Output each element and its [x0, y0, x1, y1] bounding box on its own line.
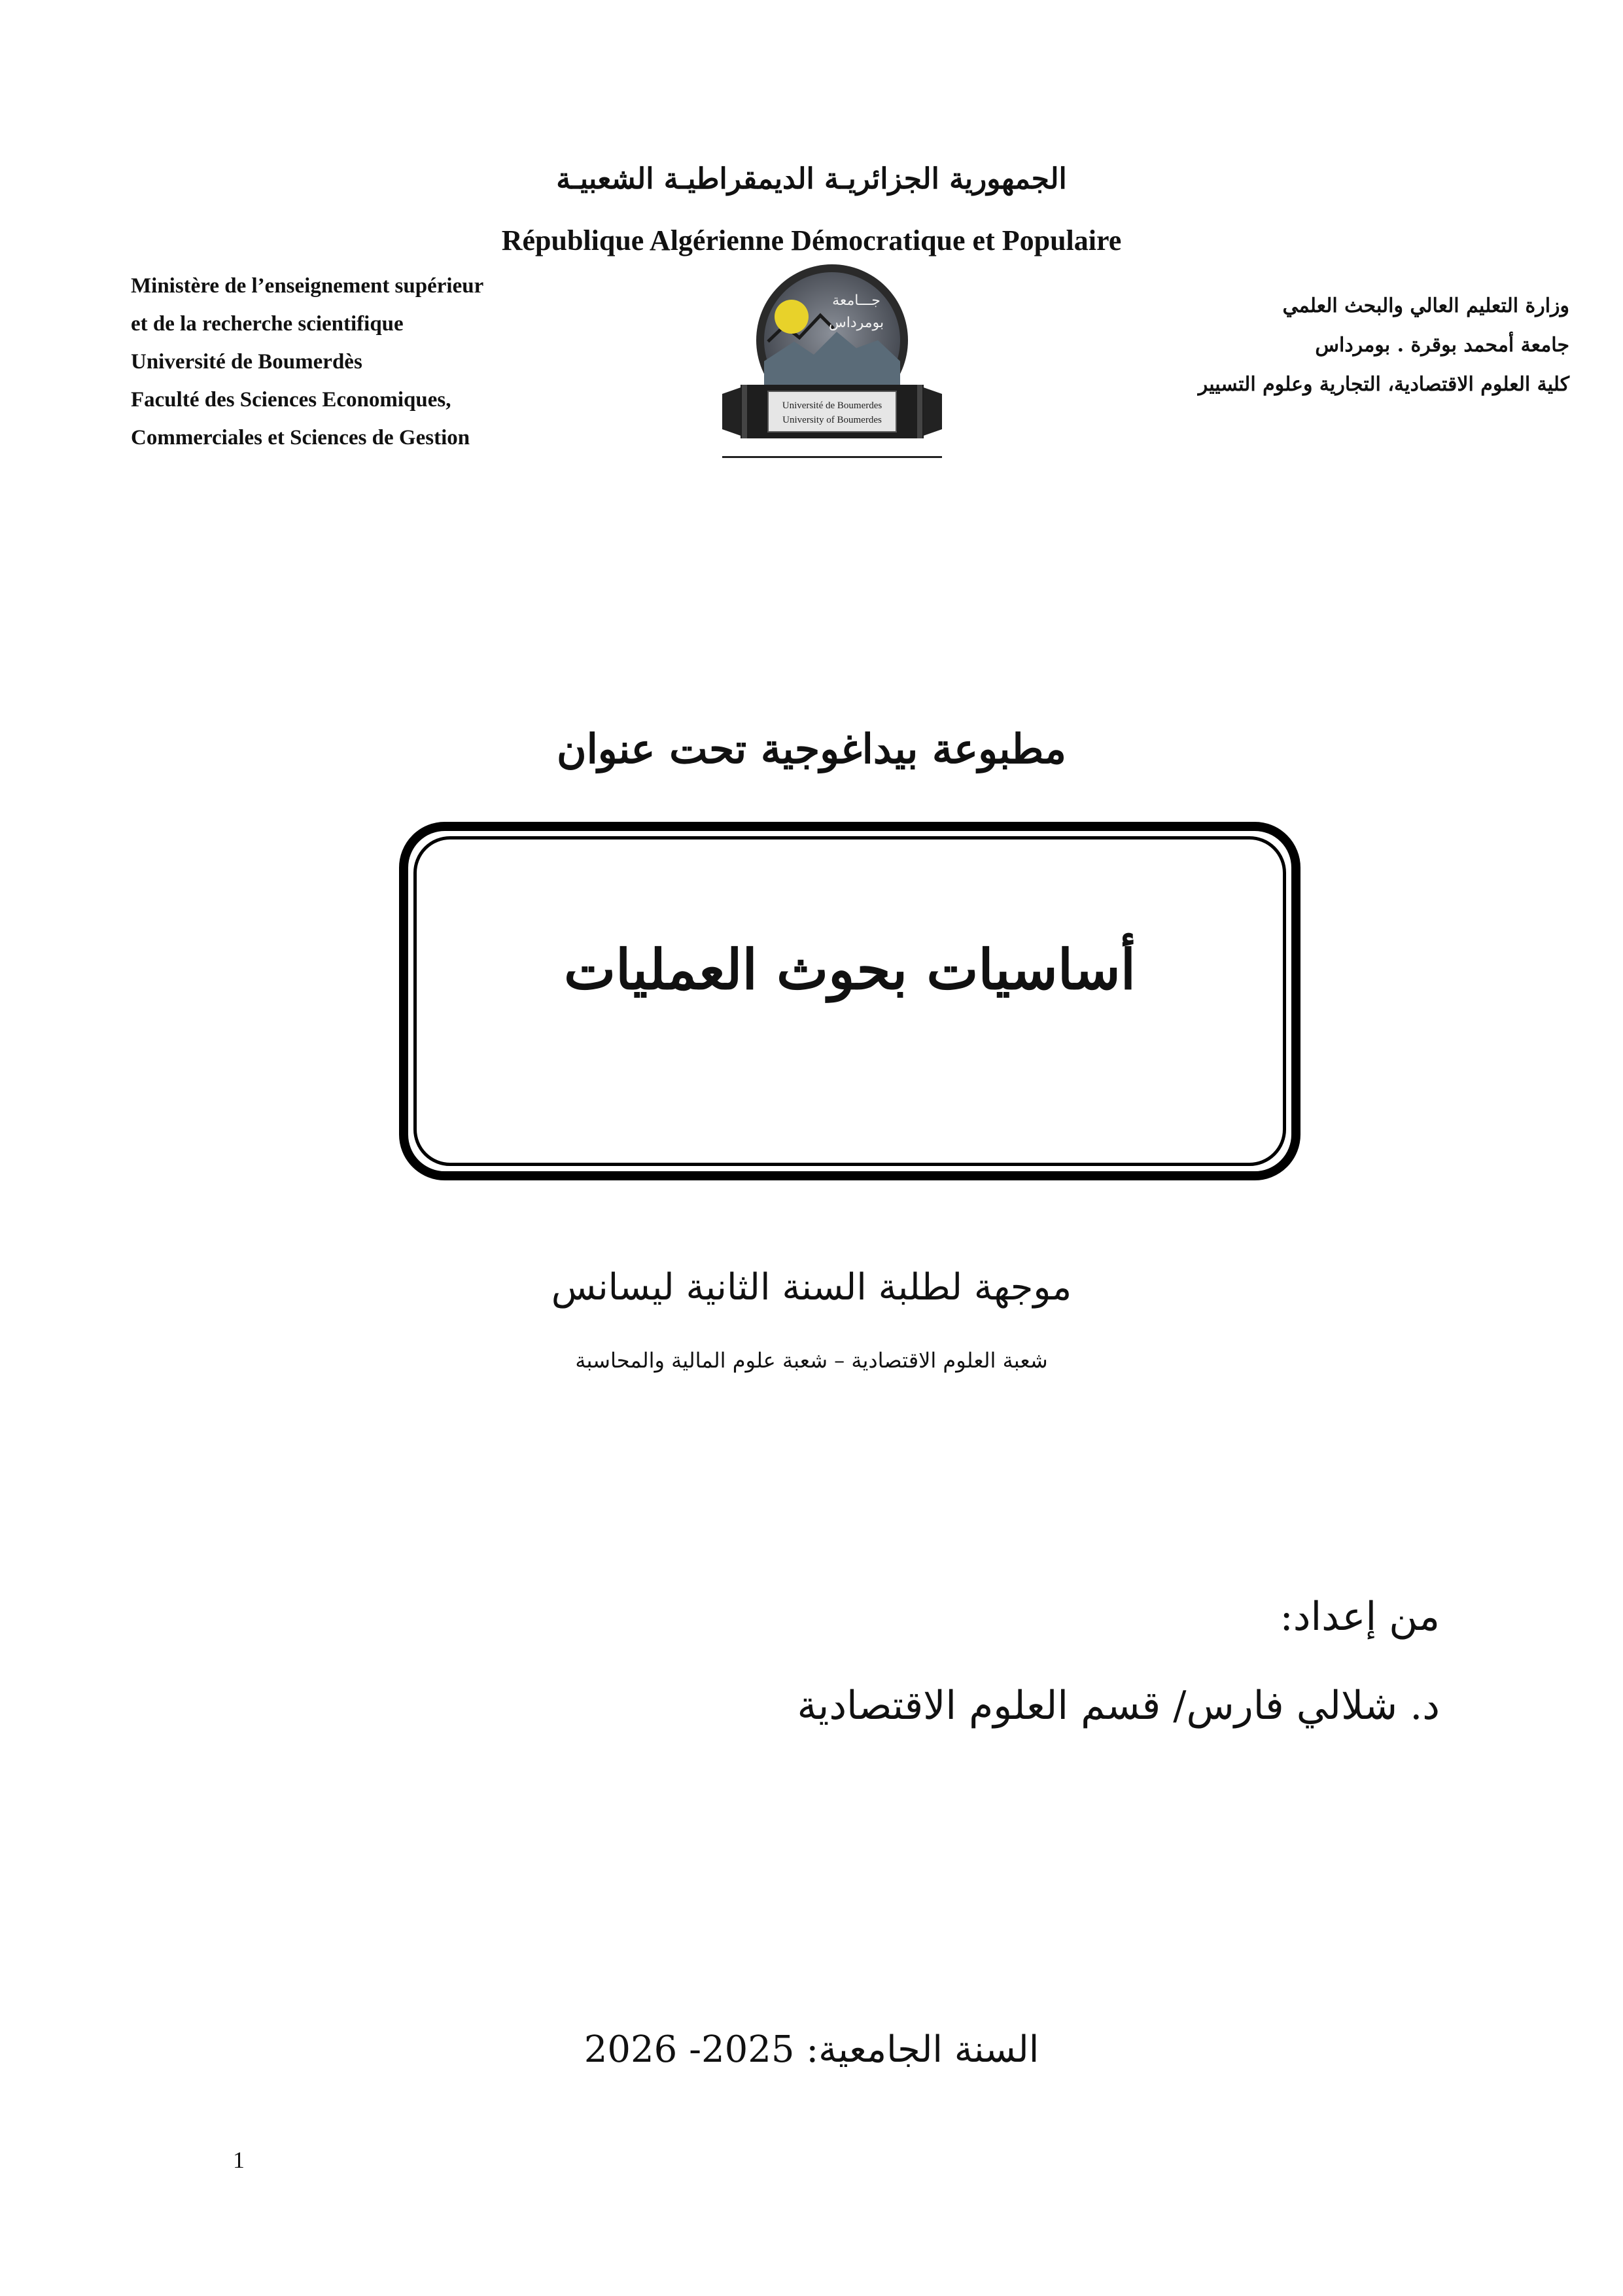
institution-french — [131, 267, 589, 457]
ministry-line-2: et de la recherche scientifique — [131, 312, 404, 336]
page-number: 1 — [233, 2147, 245, 2173]
document-type: مطبوعة بيداغوجية تحت عنوان — [557, 725, 1066, 773]
target-audience: موجهة لطلبة السنة الثانية ليسانس — [551, 1266, 1072, 1309]
document-title: أساسيات بحوث العمليات — [563, 937, 1136, 1002]
republic-arabic: الجمهورية الجزائريـة الديمقراطيـة الشعبيـة — [556, 162, 1067, 196]
academic-year: السنة الجامعية: 2025- 2026 — [584, 2028, 1039, 2071]
faculty-line-2: Commerciales et Sciences de Gestion — [131, 426, 470, 450]
logo-ribbon-2: University of Boumerdes — [782, 415, 882, 425]
logo-text-2: بومرداس — [828, 315, 884, 331]
university-name-fr: Université de Boumerdès — [131, 350, 362, 374]
faculty-ar: كلية العلوم الاقتصادية، التجارية وعلوم التسيير — [1198, 373, 1569, 396]
republic-french: République Algérienne Démocratique et Populaire — [501, 224, 1122, 256]
university-logo — [722, 263, 942, 453]
institution-arabic — [1046, 287, 1569, 404]
logo-text-1: جـــامعة — [832, 292, 881, 309]
author: د. شلالي فارس/ قسم العلوم الاقتصادية — [797, 1683, 1440, 1729]
university-name-ar: جامعة أمحمد بوقرة . بومرداس — [1315, 334, 1569, 357]
prepared-by-label: من إعداد: — [1280, 1594, 1440, 1640]
ministry-ar: وزارة التعليم العالي والبحث العلمي — [1282, 294, 1569, 317]
logo-ribbon-1: Université de Boumerdes — [782, 400, 882, 411]
faculty-line-1: Faculté des Sciences Economiques, — [131, 388, 451, 412]
ministry-line-1: Ministère de l’enseignement supérieur — [131, 274, 484, 298]
branches: شعبة العلوم الاقتصادية – شعبة علوم المالية والمحاسبة — [575, 1348, 1048, 1373]
logo-underline — [722, 456, 942, 458]
